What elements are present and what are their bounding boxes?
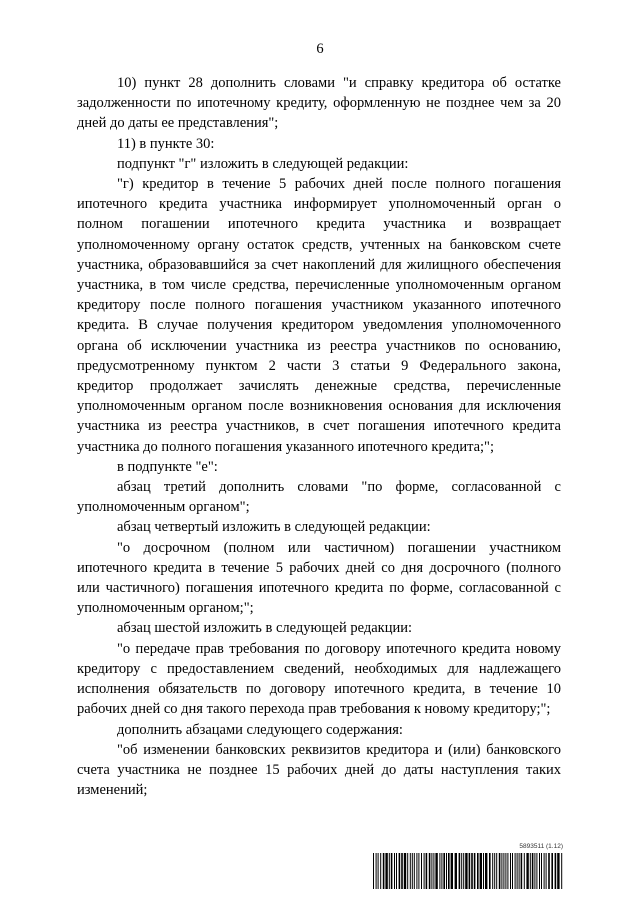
document-barcode (373, 843, 563, 893)
paragraph-12: "об изменении банковских реквизитов кредитора и (или) банковского счета участника не позднее 15 рабочих дней до даты наступления таких изменений; (77, 741, 561, 799)
paragraph-3: подпункт "г" изложить в следующей редакции: (117, 155, 409, 172)
paragraph-5: в подпункте "е": (117, 458, 218, 475)
paragraph-11: дополнить абзацами следующего содержания: (117, 721, 403, 738)
document-code: 5893511 (1.12) (519, 843, 563, 850)
document-body (77, 73, 561, 800)
paragraph-8: "о досрочном (полном или частичном) погашении участником ипотечного кредита в течение 5 рабочих дней со дня досрочного (полного или частичного) погашения ипотечного кредита по форме, согласованной с уполномоченным органом;"; (77, 539, 561, 617)
paragraph-6: абзац третий дополнить словами "по форме, согласованной с уполномоченным органом"; (77, 479, 561, 516)
paragraph-1: 10) пункт 28 дополнить словами "и справку кредитора об остатке задолженности по ипотечному кредиту, оформленную не позднее чем за 20 дней до даты ее представления"; (77, 75, 561, 132)
paragraph-2: 11) в пункте 30: (117, 135, 215, 152)
paragraph-7: абзац четвертый изложить в следующей редакции: (117, 519, 431, 536)
page-number: 6 (316, 41, 324, 57)
paragraph-10: "о передаче прав требования по договору ипотечного кредита новому кредитору с предоставлением сведений, необходимых для надлежащего исполнения обязательств по договору ипотечного кредита, в течение 10 рабочих дней со дня такого перехода прав требования к новому кредитору;"; (77, 640, 561, 718)
paragraph-9: абзац шестой изложить в следующей редакции: (117, 620, 412, 637)
barcode-icon (373, 853, 563, 889)
paragraph-4: "г) кредитор в течение 5 рабочих дней после полного погашения ипотечного кредита участника информирует уполномоченный орган о полном погашении ипотечного кредита участника и возвращает уполномоченному органу остаток средств, учтенных на банковском счете участника, образовавшийся за счет накоплений для жилищного обеспечения участника, в том числе средства, перечисленные уполномоченным органом кредитору после полного погашения участником указанного ипотечного кредита. В случае получения кредитором уведомления уполномоченного органа об исключении участника из реестра участников по основанию, предусмотренному пунктом 2 части 3 статьи 9 Федерального закона, кредитор продолжает зачислять денежные средства, перечисленные уполномоченным органом после возникновения основания для исключения участника из реестра участников, в счет погашения ипотечного кредита участника до полного погашения указанного ипотечного кредита;"; (77, 176, 561, 455)
